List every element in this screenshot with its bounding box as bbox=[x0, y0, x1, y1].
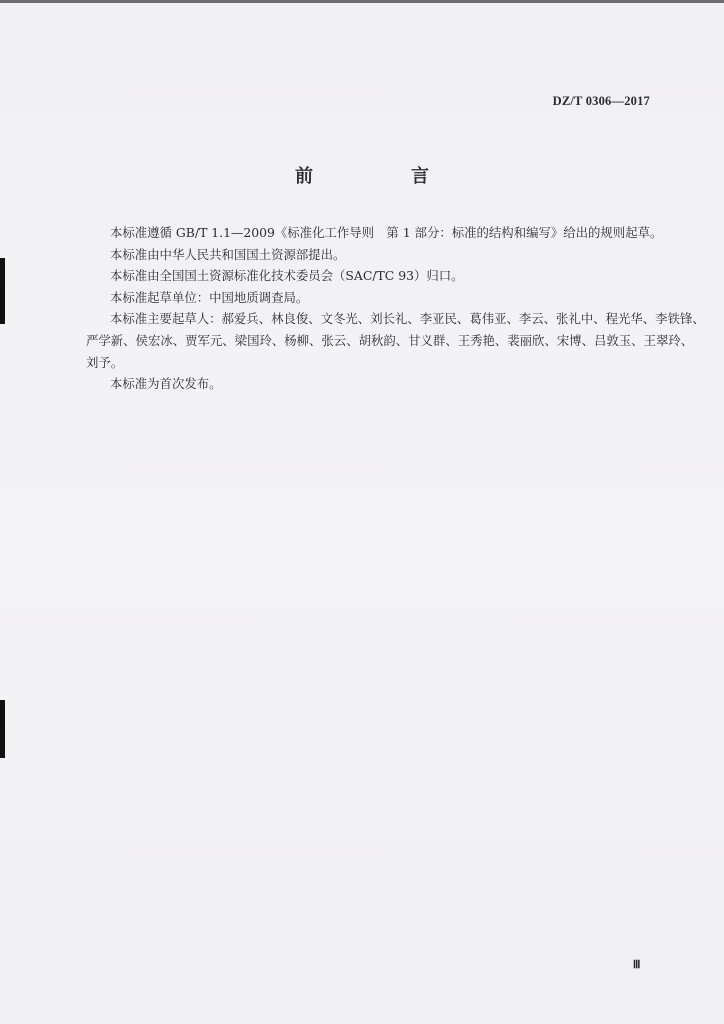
scan-binding-mark-lower bbox=[0, 700, 5, 758]
scan-top-edge bbox=[0, 0, 724, 3]
paragraph-main-drafters-continued: 严学新、侯宏冰、贾军元、梁国玲、杨柳、张云、胡秋韵、甘义群、王秀艳、裴丽欣、宋博、吕敦玉、王翠玲、 bbox=[86, 332, 694, 348]
paragraph-proposed-by: 本标准由中华人民共和国国土资源部提出。 bbox=[110, 246, 346, 262]
scan-binding-mark-upper bbox=[0, 258, 5, 324]
document-code: DZ/T 0306—2017 bbox=[552, 94, 650, 108]
page-number: Ⅲ bbox=[632, 959, 640, 971]
section-title: 前 言 bbox=[295, 166, 469, 187]
paragraph-drafting-rules: 本标准遵循 GB/T 1.1—2009《标准化工作导则 第 1 部分：标准的结构和编写》给出的规则起草。 bbox=[110, 225, 663, 240]
paragraph-drafting-organization: 本标准起草单位：中国地质调查局。 bbox=[110, 289, 309, 305]
foreword-body bbox=[86, 222, 705, 395]
paragraph-first-release: 本标准为首次发布。 bbox=[110, 376, 222, 392]
paragraph-main-drafters: 本标准主要起草人：郝爱兵、林良俊、文冬光、刘长礼、李亚民、葛伟亚、李云、张礼中、程光华、李铁锋、 bbox=[110, 311, 705, 327]
paragraph-main-drafters-end: 刘予。 bbox=[86, 354, 124, 370]
paragraph-administered-by: 本标准由全国国土资源标准化技术委员会（SAC/TC 93）归口。 bbox=[110, 268, 464, 284]
